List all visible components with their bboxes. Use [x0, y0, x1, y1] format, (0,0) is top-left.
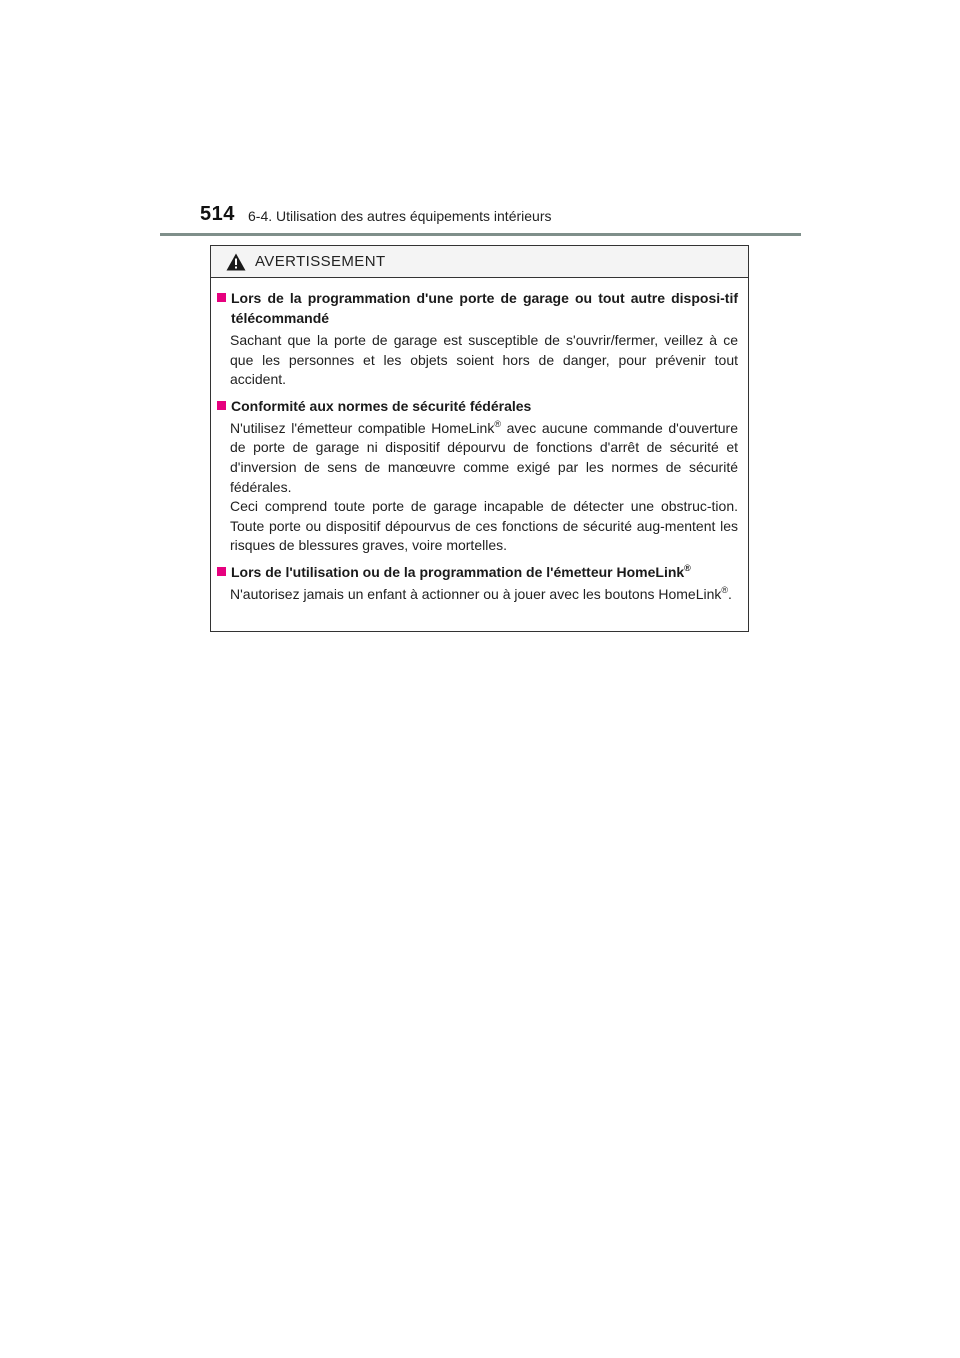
- item-paragraph: [230, 585, 738, 605]
- text-run: .: [728, 585, 732, 602]
- item-heading: [217, 396, 738, 416]
- page-header: [200, 203, 800, 233]
- warning-title: AVERTISSEMENT: [255, 253, 386, 270]
- item-paragraph: [230, 419, 738, 497]
- item-heading-text: Lors de la programmation d'une porte de garage ou tout autre disposi-tif télécommandé: [231, 290, 738, 326]
- warning-triangle-icon: [226, 253, 246, 271]
- text-run: Lors de l'utilisation ou de la programmation de l'émetteur HomeLink: [231, 563, 685, 580]
- section-title: 6-4. Utilisation des autres équipements intérieurs: [248, 208, 552, 224]
- text-run: N'utilisez l'émetteur compatible HomeLink: [230, 419, 495, 436]
- item-body: [217, 419, 738, 556]
- text-run: N'autorisez jamais un enfant à actionner ou à jouer avec les boutons HomeLink: [230, 585, 722, 602]
- text-run: avec aucune commande d'ouverture de porte de garage ni dispositif dépourvu de fonctions d'arrêt de sécurité et d'inversion de sens de manœuvre comme exigé par les normes de sécurité fédérales.: [230, 419, 739, 495]
- square-bullet-icon: [217, 567, 226, 576]
- item-paragraph: Ceci comprend toute porte de garage incapable de détecter une obstruc-tion. Toute porte ou dispositif dépourvus de ces fonctions de sécurité aug-mentent les risques de blessures graves, voire mortelles.: [230, 498, 738, 554]
- header-rule: [160, 233, 801, 236]
- warning-header: [211, 246, 748, 278]
- item-paragraph: Sachant que la porte de garage est susceptible de s'ouvrir/fermer, veillez à ce que les personnes et les objets soient hors de danger, pour prévenir tout accident.: [230, 332, 738, 388]
- registered-mark: ®: [494, 418, 501, 429]
- square-bullet-icon: [217, 401, 226, 410]
- item-heading: [217, 288, 738, 328]
- item-heading-text: Conformité aux normes de sécurité fédérales: [231, 397, 532, 414]
- warning-body: [211, 278, 748, 605]
- page-number: 514: [200, 203, 235, 225]
- warning-item-garage-programming: [217, 288, 738, 390]
- warning-box: [210, 245, 749, 632]
- item-body: [217, 585, 738, 605]
- warning-item-homelink-use: [217, 562, 738, 605]
- item-heading: [217, 562, 738, 582]
- item-heading-text: [231, 562, 738, 582]
- registered-mark: ®: [721, 584, 729, 595]
- registered-mark: ®: [684, 562, 691, 573]
- warning-item-federal-safety: [217, 396, 738, 556]
- item-body: [217, 331, 738, 390]
- square-bullet-icon: [217, 293, 226, 302]
